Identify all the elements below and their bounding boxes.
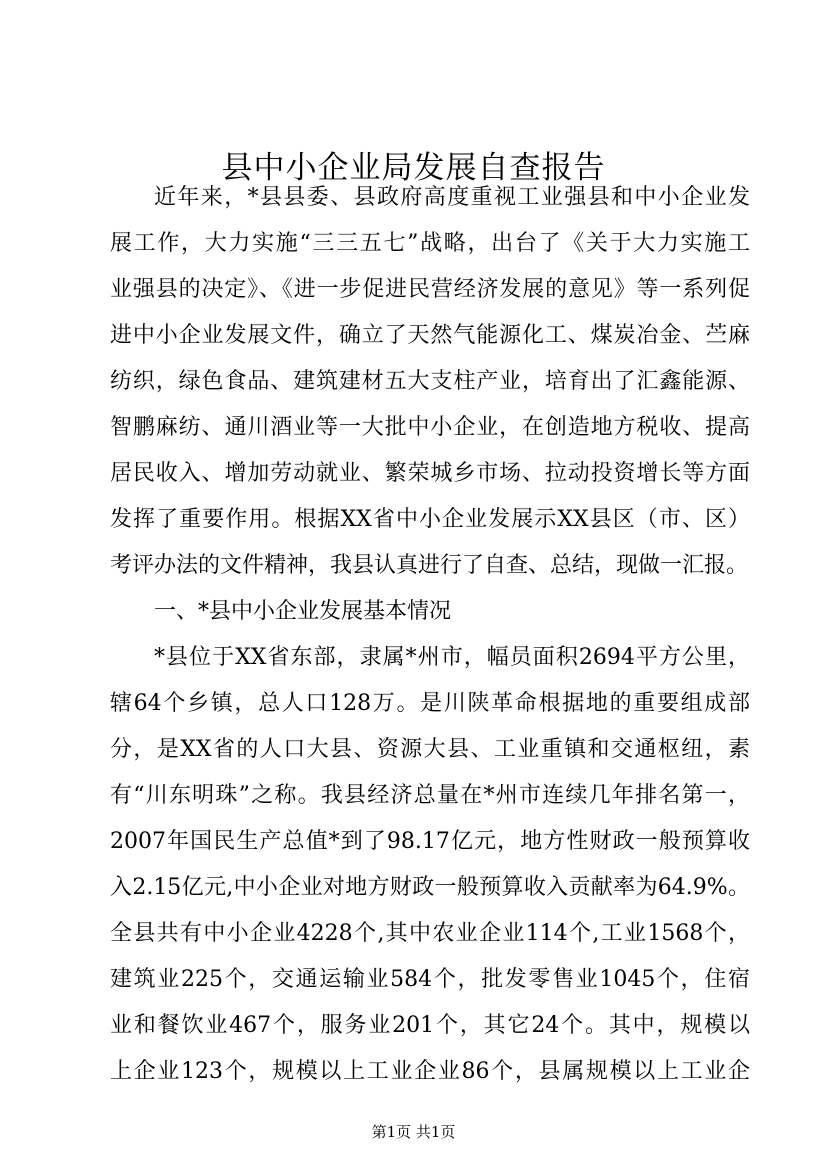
- paragraph-line: 近年来，*县县委、县政府高度重视工业强县和中小企业发: [154, 185, 750, 210]
- paragraph-line: 全县共有中小企业4228个,其中农业企业114个,工业1568个，: [110, 921, 750, 946]
- paragraph-line: 有“川东明珠”之称。我县经济总量在*州市连续几年排名第一，: [110, 783, 750, 808]
- paragraph-line: 分，是XX省的人口大县、资源大县、工业重镇和交通枢纽，素: [110, 737, 750, 762]
- paragraph-line: 发挥了重要作用。根据XX省中小企业发展示XX县区（市、区）: [110, 507, 750, 532]
- paragraph-line: 业和餐饮业467个，服务业201个，其它24个。其中，规模以: [110, 1013, 750, 1038]
- paragraph-line: 智鹏麻纺、通川酒业等一大批中小企业，在创造地方税收、提高: [110, 415, 750, 440]
- section-heading: 一、*县中小企业发展基本情况: [154, 599, 452, 624]
- page-footer: 第1页 共1页: [371, 1123, 456, 1141]
- paragraph-line: 辖64个乡镇，总人口128万。是川陕革命根据地的重要组成部: [110, 691, 750, 716]
- paragraph-line: 居民收入、增加劳动就业、繁荣城乡市场、拉动投资增长等方面: [110, 461, 750, 486]
- paragraph-line: 入2.15亿元,中小企业对地方财政一般预算收入贡献率为64.9%。: [110, 875, 750, 900]
- paragraph-line: 纺织，绿色食品、建筑建材五大支柱产业，培育出了汇鑫能源、: [110, 369, 750, 394]
- paragraph-line: 上企业123个，规模以上工业企业86个，县属规模以上工业企: [110, 1059, 750, 1084]
- paragraph-line: 考评办法的文件精神，我县认真进行了自查、总结，现做一汇报。: [110, 553, 749, 578]
- paragraph-line: 进中小企业发展文件，确立了天然气能源化工、煤炭冶金、苎麻: [110, 323, 750, 348]
- document-title: 县中小企业局发展自查报告: [221, 150, 606, 186]
- paragraph-line: *县位于XX省东部，隶属*州市，幅员面积2694平方公里，: [154, 645, 750, 670]
- paragraph-line: 2007年国民生产总值*到了98.17亿元，地方性财政一般预算收: [110, 829, 750, 854]
- paragraph-line: 建筑业225个，交通运输业584个，批发零售业1045个，住宿: [110, 967, 750, 992]
- paragraph-line: 展工作，大力实施“三三五七”战略，出台了《关于大力实施工: [110, 231, 750, 256]
- paragraph-line: 业强县的决定》、《进一步促进民营经济发展的意见》等一系列促: [110, 277, 750, 302]
